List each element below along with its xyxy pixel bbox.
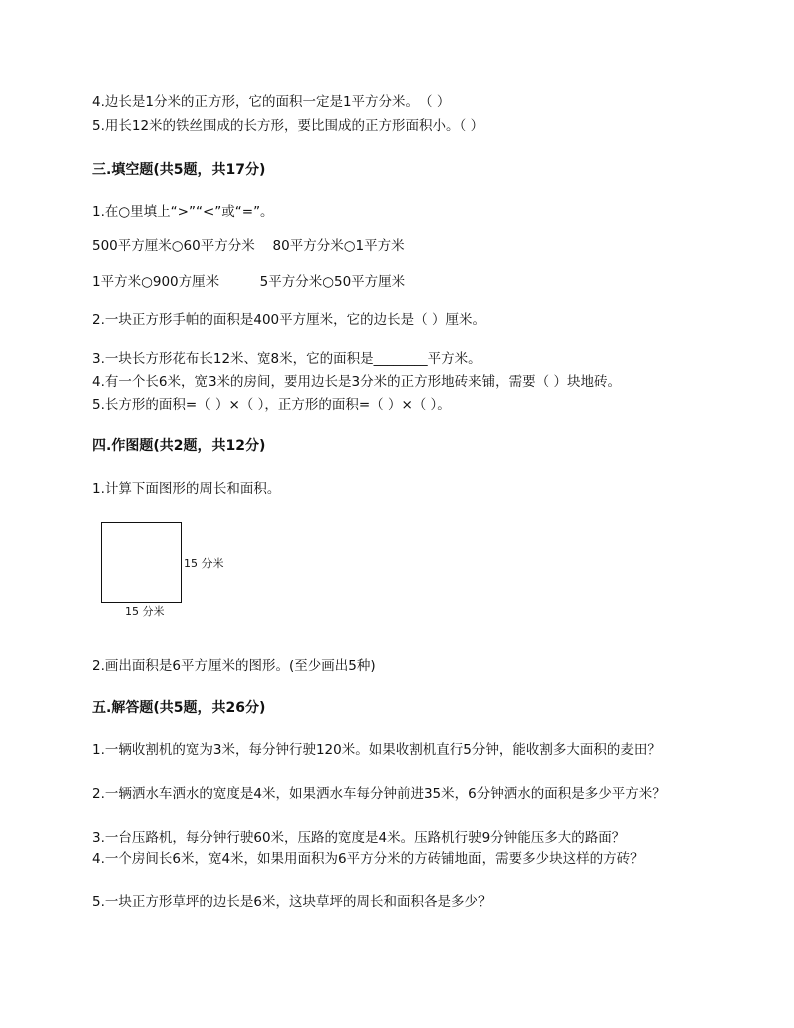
draw-question-1: 1.计算下面图形的周长和面积。	[92, 481, 281, 497]
solve-question-3: 3.一台压路机，每分钟行驶60米，压路的宽度是4米。压路机行驶9分钟能压多大的路面？	[92, 830, 626, 846]
square-bottom-label: 15 分米	[125, 605, 165, 618]
section-heading-fill: 三.填空题(共5题，共17分)	[92, 162, 266, 178]
square-figure	[101, 522, 182, 603]
fill-question-4: 4.有一个长6米，宽3米的房间，要用边长是3分米的正方形地砖来铺，需要（ ）块地砖。	[92, 374, 621, 390]
judge-item-5: 5.用长12米的铁丝围成的长方形，要比围成的正方形面积小。（ ）	[92, 118, 485, 134]
section-heading-draw: 四.作图题(共2题，共12分)	[92, 438, 266, 454]
solve-question-2: 2.一辆洒水车洒水的宽度是4米，如果洒水车每分钟前进35米，6分钟洒水的面积是多少平方米？	[92, 786, 666, 802]
judge-item-4: 4.边长是1分米的正方形，它的面积一定是1平方分米。 （ ）	[92, 94, 451, 110]
fill-question-1: 1.在○里填上“>”“<”或“=”。	[92, 204, 274, 220]
square-side-label: 15 分米	[184, 557, 224, 570]
solve-question-4: 4.一个房间长6米，宽4米，如果用面积为6平方分米的方砖铺地面，需要多少块这样的方砖？	[92, 851, 644, 867]
draw-question-2: 2.画出面积是6平方厘米的图形。(至少画出5种)	[92, 658, 376, 674]
fill-question-1-row-1: 500平方厘米○60平方分米 80平方分米○1平方米	[92, 238, 405, 254]
solve-question-5: 5.一块正方形草坪的边长是6米，这块草坪的周长和面积各是多少？	[92, 894, 492, 910]
solve-question-1: 1.一辆收割机的宽为3米，每分钟行驶120米。如果收割机直行5分钟，能收割多大面积的麦田？	[92, 742, 661, 758]
fill-question-1-row-2: 1平方米○900方厘米 5平方分米○50平方厘米	[92, 274, 406, 290]
fill-question-2: 2.一块正方形手帕的面积是400平方厘米，它的边长是（ ）厘米。	[92, 312, 486, 328]
fill-question-5: 5.长方形的面积=（ ）×（ ），正方形的面积=（ ）×（ ）。	[92, 397, 451, 413]
section-heading-solve: 五.解答题(共5题，共26分)	[92, 700, 266, 716]
fill-question-3: 3.一块长方形花布长12米、宽8米，它的面积是________平方米。	[92, 351, 482, 367]
